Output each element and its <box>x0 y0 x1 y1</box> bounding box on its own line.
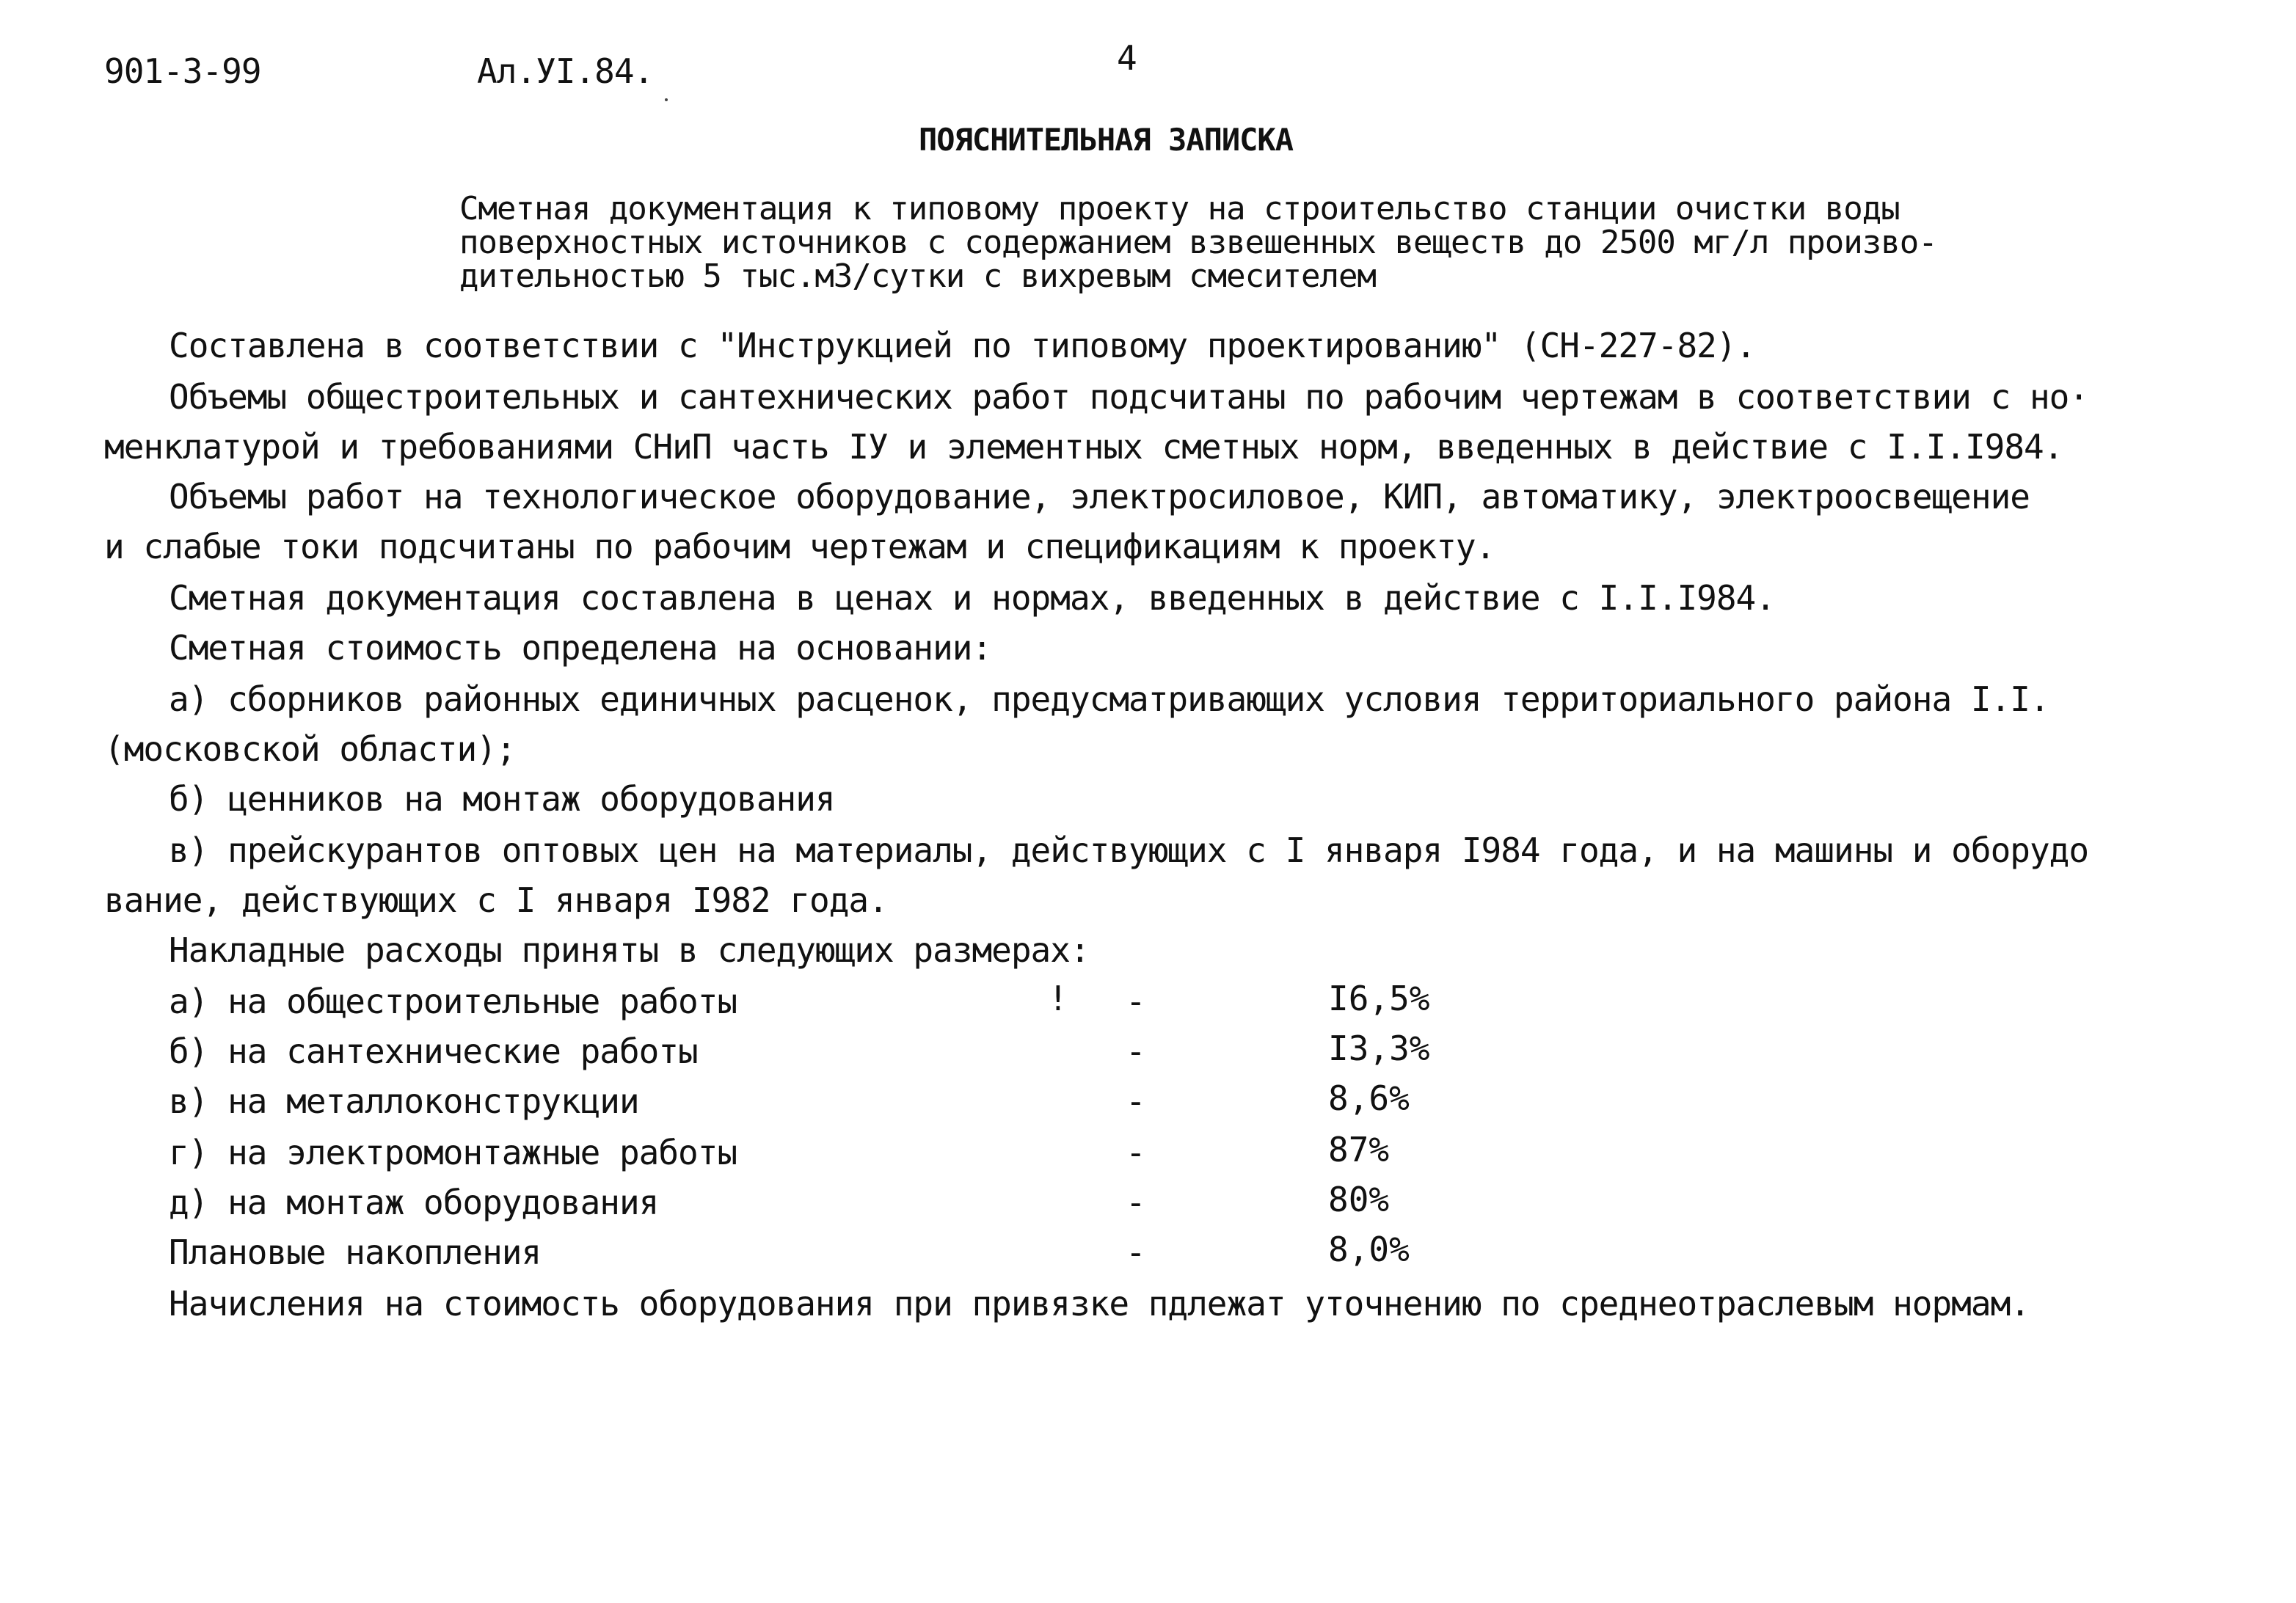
body-line-9: (московской области); <box>104 729 516 769</box>
body-line-1: Составлена в соответствии с "Инструкцией по типовому проектированию" (СН-227-82). <box>169 326 1756 365</box>
subtitle-line-2: поверхностных источников с содержанием взвешенных веществ до 2500 мг/л произво- <box>459 224 1937 261</box>
overhead-label: д) на монтаж оборудования <box>169 1183 659 1222</box>
body-line-8: а) сборников районных единичных расценок, предусматривающих условия территориального района I.I. <box>169 679 2049 719</box>
album-number: Ал.УI.84. <box>477 51 654 91</box>
body-line-12: вание, действующих с I января I982 года. <box>104 880 888 920</box>
body-line-7: Сметная стоимость определена на основании: <box>169 628 992 668</box>
overhead-value: I6,5% <box>1328 979 1430 1018</box>
overhead-value: I3,3% <box>1328 1029 1430 1068</box>
body-line-4: Объемы работ на технологическое оборудование, электросиловое, КИП, автоматику, электроосвещение <box>169 477 2030 516</box>
overhead-dash: - <box>1126 1133 1145 1172</box>
overhead-dash: - <box>1126 1183 1145 1222</box>
body-line-11: в) прейскурантов оптовых цен на материалы, действующих с I января I984 года, и на машины и оборудо <box>169 830 2089 870</box>
body-line-10: б) ценников на монтаж оборудования <box>169 779 835 819</box>
overhead-value: 87% <box>1328 1130 1390 1169</box>
document-code: 901-3-99 <box>104 51 261 91</box>
overhead-dash: - <box>1126 1031 1145 1071</box>
body-line-6: Сметная документация составлена в ценах и нормах, введенных в действие с I.I.I984. <box>169 578 1775 618</box>
overhead-value: 8,0% <box>1328 1230 1410 1269</box>
body-line-13: Накладные расходы приняты в следующих размерах: <box>169 930 1090 970</box>
overhead-dash: - <box>1126 982 1145 1021</box>
overhead-label: г) на электромонтажные работы <box>169 1133 737 1172</box>
footer-note: Начисления на стоимость оборудования при привязке пдлежат уточнению по среднеотраслевым нормам. <box>169 1284 2030 1323</box>
overhead-dash: - <box>1126 1081 1145 1121</box>
body-line-5: и слабые токи подсчитаны по рабочим чертежам и спецификациям к проекту. <box>104 527 1495 566</box>
overhead-dash: - <box>1126 1233 1145 1272</box>
subtitle-line-1: Сметная документация к типовому проекту на строительство станции очистки воды <box>459 190 1900 227</box>
subtitle-line-3: дительностью 5 тыс.м3/сутки с вихревым смесителем <box>459 258 1377 295</box>
overhead-label: а) на общестроительные работы <box>169 982 737 1021</box>
page-number: 4 <box>1117 38 1137 78</box>
overhead-label: б) на сантехнические работы <box>169 1031 698 1071</box>
overhead-label: в) на металлоконструкции <box>169 1081 639 1121</box>
overhead-value: 8,6% <box>1328 1078 1410 1118</box>
body-line-2: Объемы общестроительных и сантехнических работ подсчитаны по рабочим чертежам в соответствии с но· <box>169 377 2089 417</box>
overhead-mark: ! <box>1048 979 1068 1018</box>
page-title: ПОЯСНИТЕЛЬНАЯ ЗАПИСКА <box>919 122 1294 158</box>
overhead-label: Плановые накопления <box>169 1233 542 1272</box>
overhead-value: 80% <box>1328 1180 1390 1219</box>
ink-dot <box>665 98 668 101</box>
body-line-3: менклатурой и требованиями СНиП часть IУ и элементных сметных норм, введенных в действие с I.I.I984. <box>104 427 2063 467</box>
